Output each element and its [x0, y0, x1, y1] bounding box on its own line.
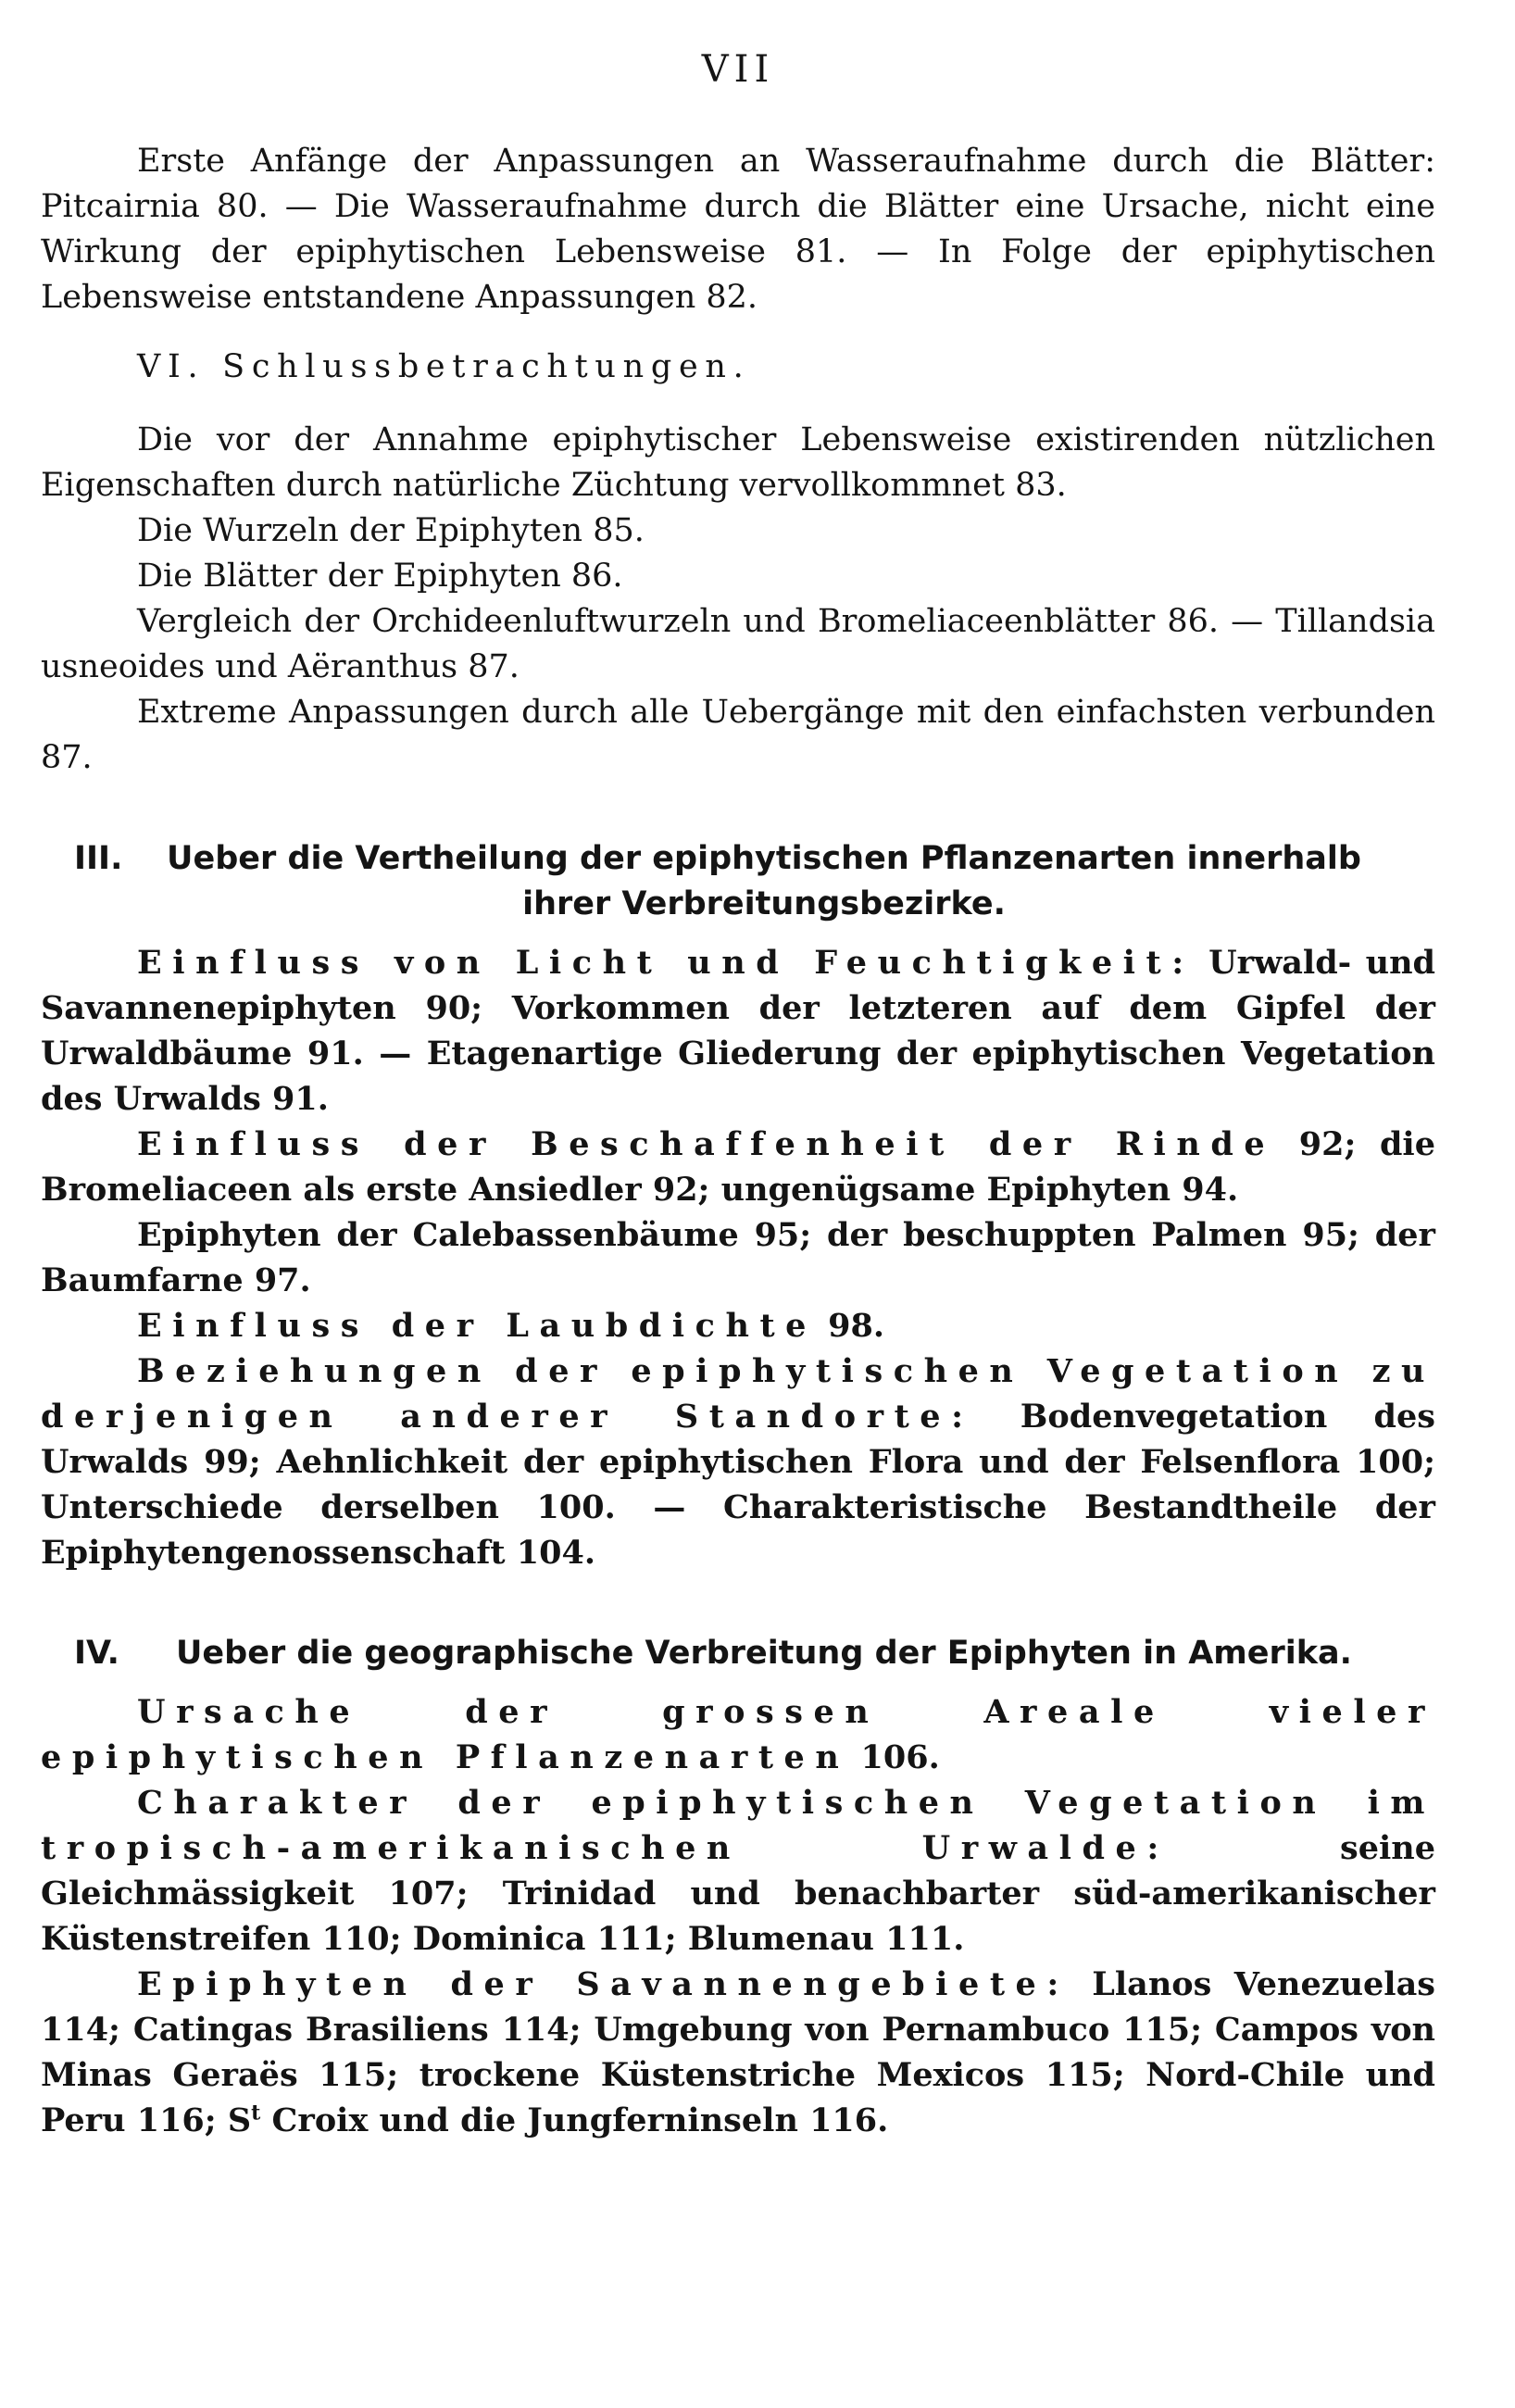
- emphasis-lead: Charakter der epiphytischen Vegetation im tropisch-amerikanischen Urwalde:: [41, 1784, 1435, 1867]
- paragraph-vi-2: Die Wurzeln der Epiphyten 85.: [137, 512, 645, 549]
- subsection-heading-vi-text: VI. Schlussbetrachtungen.: [137, 348, 751, 385]
- emphasis-lead: Einfluss von Licht und Feuchtigkeit:: [137, 944, 1195, 982]
- paragraph-iv-3: [41, 1962, 1435, 2143]
- paragraph-vi-1: Die vor der Annahme epiphytischer Lebensweise existirenden nützlichen Eigenschaften durch natürliche Züchtung vervollkommnet 83.: [41, 421, 1435, 504]
- section-number-iv: IV.: [74, 1635, 119, 1672]
- emphasis-lead: Einfluss der Beschaffenheit der Rinde: [137, 1125, 1276, 1163]
- paragraph-v-continuation: Erste Anfänge der Anpassungen an Wasseraufnahme durch die Blätter: Pitcairnia 80. — Die Wasseraufnahme durch die Blätter eine Ursache, nicht eine Wirkung der epiphytischen Lebensweise 81. — In Folge der epiphytischen Lebensweise entstandene Anpassungen 82.: [41, 143, 1435, 316]
- paragraph-iii-1: [41, 940, 1435, 1122]
- paragraph-text: 106.: [849, 1738, 940, 1776]
- superscript: t: [251, 2101, 261, 2126]
- paragraph-vi-5: Extreme Anpassungen durch alle Uebergänge mit den einfachsten verbunden 87.: [41, 694, 1435, 776]
- section-heading-iv: [41, 1631, 1435, 1676]
- paragraph-text: Urwald- und Savannenepiphyten 90; Vorkommen der letzteren auf dem Gipfel der Urwaldbäume 91. — Etagenartige Gliederung der epiphytischen Vegetation des Urwalds 91.: [41, 944, 1435, 1118]
- section-iii-body: [41, 940, 1435, 1575]
- paragraph-iv-2: [41, 1780, 1435, 1962]
- paragraph-vi-3: Die Blätter der Epiphyten 86.: [137, 558, 623, 595]
- subsection-heading-vi: [41, 345, 1435, 390]
- page: [41, 48, 1435, 2143]
- emphasis-lead: Epiphyten der Savannengebiete:: [137, 1965, 1070, 2003]
- emphasis-lead: Einfluss der Laubdichte: [137, 1307, 817, 1345]
- paragraph-iv-1: [41, 1689, 1435, 1780]
- section-heading-iii: [41, 836, 1435, 927]
- paragraph-iii-4: [41, 1303, 1435, 1348]
- spacer: [41, 390, 1435, 418]
- emphasis-lead: Beziehungen der epiphytischen Vegetation zu derjenigen anderer Standorte:: [41, 1352, 1435, 1436]
- paragraph-iii-3: Epiphyten der Calebassenbäume 95; der beschuppten Palmen 95; der Baumfarne 97.: [41, 1216, 1435, 1299]
- paragraph-text: Croix und die Jungferninseln 116.: [260, 2101, 889, 2139]
- paragraph-iii-2: [41, 1122, 1435, 1212]
- paragraph-text: Bodenvegetation des Urwalds 99; Aehnlichkeit der epiphytischen Flora und der Felsenflora 100; Unterschiede derselben 100. — Charakteristische Bestandtheile der Epiphytengenossenschaft 104.: [41, 1398, 1435, 1572]
- emphasis-lead: Ursache der grossen Areale vieler epiphytischen Pflanzenarten: [41, 1693, 1435, 1776]
- section-number-iii: III.: [74, 840, 123, 877]
- spacer: [41, 1575, 1435, 1631]
- paragraph-text: seine Gleichmässigkeit 107; Trinidad und benachbarter süd-amerikanischer Küstenstreifen 110; Dominica 111; Blumenau 111.: [41, 1829, 1435, 1958]
- paragraph-vi-4: Vergleich der Orchideenluftwurzeln und Bromeliaceenblätter 86. — Tillandsia usneoides und Aëranthus 87.: [41, 603, 1435, 685]
- paragraph-text: 98.: [817, 1307, 885, 1345]
- section-title-iii: Ueber die Vertheilung der epiphytischen Pflanzenarten innerhalb ihrer Verbreitungsbezirke.: [167, 840, 1361, 922]
- spacer: [41, 781, 1435, 836]
- section-title-iv: Ueber die geographische Verbreitung der Epiphyten in Amerika.: [176, 1635, 1352, 1672]
- paragraph-text: Llanos Venezuelas 114; Catingas Brasiliens 114; Umgebung von Pernambuco 115; Campos von Minas Geraës 115; trockene Küstenstriche Mexicos 115; Nord-Chile und Peru 116; S: [41, 1965, 1435, 2139]
- section-iv-body: [41, 1689, 1435, 2143]
- page-number: VII: [701, 48, 775, 91]
- paragraph-iii-5: [41, 1348, 1435, 1575]
- paragraph-text: 92; die Bromeliaceen als erste Ansiedler 92; ungenügsame Epiphyten 94.: [41, 1125, 1435, 1209]
